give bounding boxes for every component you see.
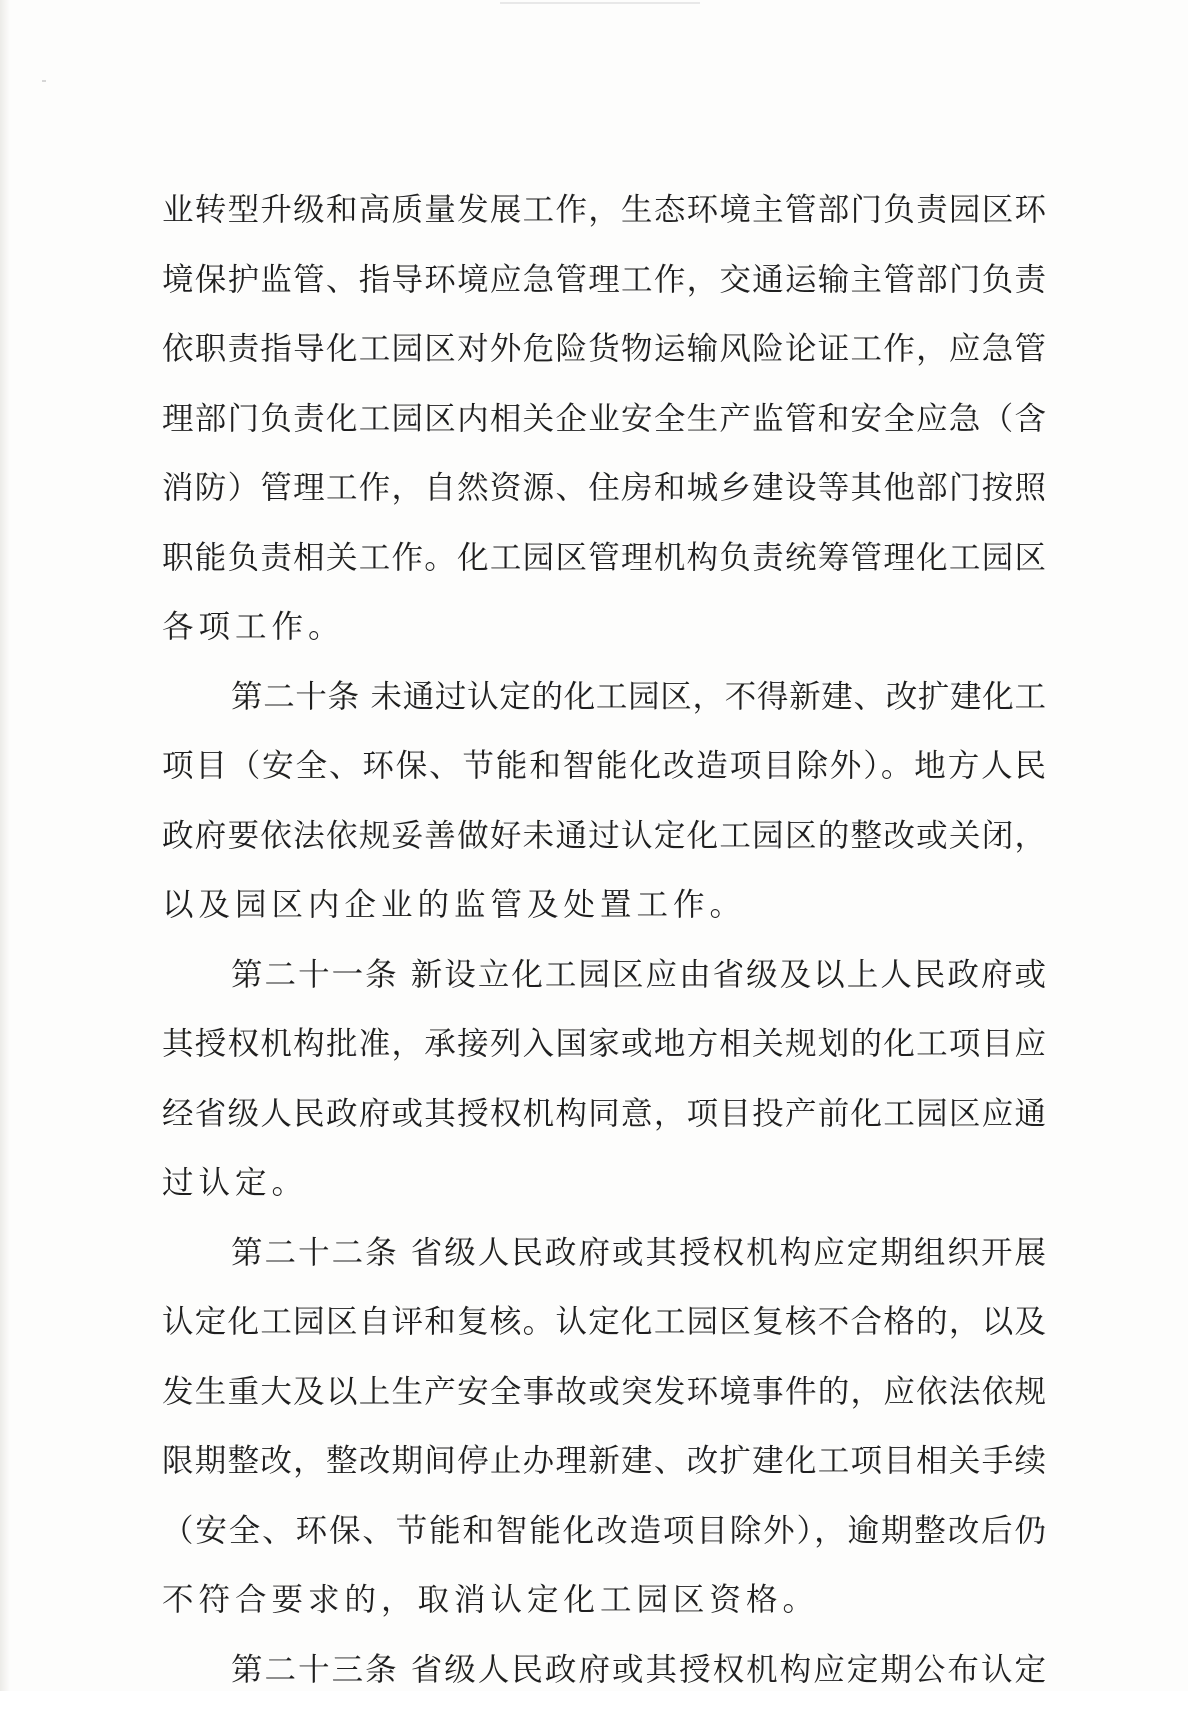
text-line: 境保护监管、指导环境应急管理工作，交通运输主管部门负责 — [162, 257, 1046, 327]
body-text — [162, 187, 1046, 1716]
article-22-heading-line: 第二十二条 省级人民政府或其授权机构应定期组织开展 — [162, 1230, 1046, 1300]
text-line: 政府要依法依规妥善做好未通过认定化工园区的整改或关闭， — [162, 813, 1046, 883]
text-line: 发生重大及以上生产安全事故或突发环境事件的，应依法依规 — [162, 1369, 1046, 1439]
text-line: 以及园区内企业的监管及处置工作。 — [162, 882, 1046, 952]
text-line: （安全、环保、节能和智能化改造项目除外），逾期整改后仍 — [162, 1508, 1046, 1578]
text-line: 经省级人民政府或其授权机构同意，项目投产前化工园区应通 — [162, 1091, 1046, 1161]
text-line: 各项工作。 — [162, 604, 1046, 674]
scan-speck — [42, 80, 46, 82]
text-line: 消防）管理工作，自然资源、住房和城乡建设等其他部门按照 — [162, 465, 1046, 535]
article-21-heading-line: 第二十一条 新设立化工园区应由省级及以上人民政府或 — [162, 952, 1046, 1022]
text-line: 业转型升级和高质量发展工作，生态环境主管部门负责园区环 — [162, 187, 1046, 257]
text-line: 不符合要求的，取消认定化工园区资格。 — [162, 1577, 1046, 1647]
text-line: 理部门负责化工园区内相关企业安全生产监管和安全应急（含 — [162, 396, 1046, 466]
text-line: 其授权机构批准，承接列入国家或地方相关规划的化工项目应 — [162, 1021, 1046, 1091]
text-line: 职能负责相关工作。化工园区管理机构负责统筹管理化工园区 — [162, 535, 1046, 605]
article-20-heading-line: 第二十条 未通过认定的化工园区，不得新建、改扩建化工 — [162, 674, 1046, 744]
text-line: 认定化工园区自评和复核。认定化工园区复核不合格的，以及 — [162, 1299, 1046, 1369]
scan-artifact-line — [500, 2, 700, 4]
text-line: 项目（安全、环保、节能和智能化改造项目除外）。地方人民 — [162, 743, 1046, 813]
text-line: 依职责指导化工园区对外危险货物运输风险论证工作，应急管 — [162, 326, 1046, 396]
scan-shadow-edge — [0, 0, 10, 1691]
text-line: 过认定。 — [162, 1160, 1046, 1230]
article-23-heading-line: 第二十三条 省级人民政府或其授权机构应定期公布认定 — [162, 1647, 1046, 1716]
text-line: 限期整改，整改期间停止办理新建、改扩建化工项目相关手续 — [162, 1438, 1046, 1508]
